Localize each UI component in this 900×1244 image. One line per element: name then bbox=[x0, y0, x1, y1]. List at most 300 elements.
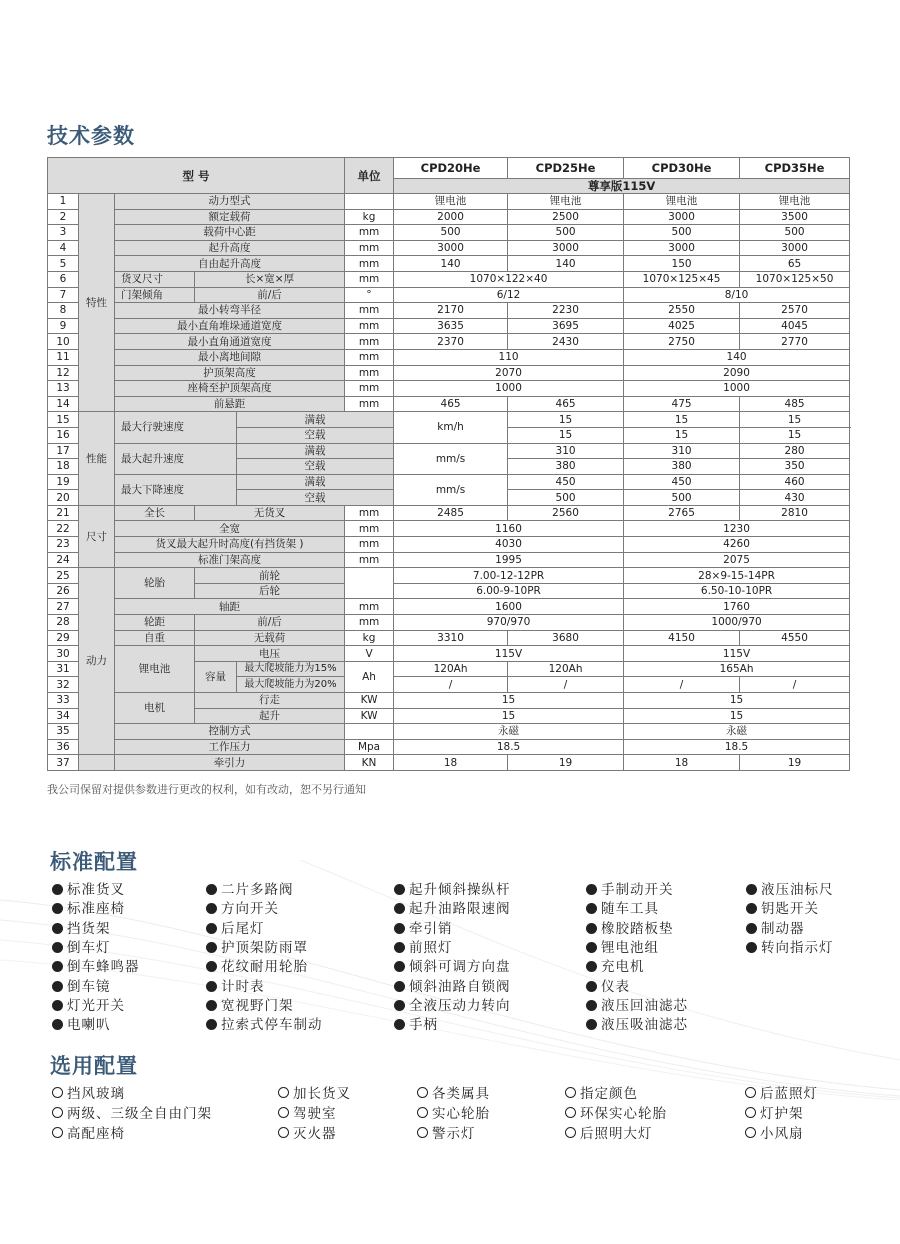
config-item-label: 计时表 bbox=[221, 978, 265, 995]
filled-bullet-icon bbox=[206, 961, 217, 972]
table-row bbox=[48, 365, 850, 381]
param-label-cell: 前悬距 bbox=[115, 396, 345, 412]
blank-cell bbox=[79, 755, 115, 771]
standard-config-item bbox=[206, 955, 308, 975]
value-cell: / bbox=[624, 677, 740, 693]
param-sublabel-cell: 空载 bbox=[237, 427, 394, 443]
value-cell: 430 bbox=[740, 490, 850, 506]
value-cell-merged: 2075 bbox=[624, 552, 850, 568]
hollow-bullet-icon bbox=[417, 1107, 428, 1118]
value-cell: 3695 bbox=[508, 318, 624, 334]
value-cell: 3000 bbox=[624, 209, 740, 225]
hollow-bullet-icon bbox=[52, 1127, 63, 1138]
config-item-label: 驾驶室 bbox=[293, 1106, 337, 1122]
value-cell: 锂电池 bbox=[508, 194, 624, 210]
param-sublabel-cell: 行走 bbox=[195, 693, 345, 709]
filled-bullet-icon bbox=[394, 903, 405, 914]
standard-config-item bbox=[206, 936, 308, 956]
standard-config-item bbox=[206, 975, 265, 995]
param-sublabel-cell: 空载 bbox=[237, 490, 394, 506]
table-row bbox=[48, 630, 850, 646]
config-item-label: 液压回油滤芯 bbox=[601, 997, 688, 1014]
table-row bbox=[48, 381, 850, 397]
config-item-label: 橡胶踏板垫 bbox=[601, 920, 674, 937]
hollow-bullet-icon bbox=[565, 1107, 576, 1118]
value-cell-merged: 15 bbox=[740, 427, 850, 443]
filled-bullet-icon bbox=[52, 884, 63, 895]
table-row bbox=[48, 693, 850, 709]
value-cell-merged: 永磁 bbox=[394, 724, 624, 740]
value-cell: 2765 bbox=[624, 505, 740, 521]
standard-config-title: 标准配置 bbox=[50, 850, 138, 874]
table-row bbox=[48, 194, 850, 210]
standard-config-item bbox=[394, 1013, 438, 1033]
value-cell: 2370 bbox=[394, 334, 508, 350]
filled-bullet-icon bbox=[206, 903, 217, 914]
param-sublabel-cell: 电压 bbox=[195, 646, 345, 662]
value-cell: 2550 bbox=[624, 303, 740, 319]
standard-config-item bbox=[586, 955, 645, 975]
row-number-cell: 14 bbox=[48, 396, 79, 412]
row-number-cell: 17 bbox=[48, 443, 79, 459]
value-cell-merged: 7.00-12-12PR bbox=[394, 568, 624, 584]
unit-cell: KW bbox=[345, 693, 394, 709]
hollow-bullet-icon bbox=[52, 1087, 63, 1098]
value-cell: 4045 bbox=[740, 318, 850, 334]
table-row bbox=[48, 474, 850, 490]
row-number-cell: 33 bbox=[48, 693, 79, 709]
filled-bullet-icon bbox=[52, 942, 63, 953]
config-item-label: 实心轮胎 bbox=[432, 1106, 490, 1122]
config-item-label: 指定颜色 bbox=[580, 1086, 638, 1102]
unit-cell: Mpa bbox=[345, 739, 394, 755]
value-cell: 280 bbox=[740, 443, 850, 459]
unit-cell: KN bbox=[345, 755, 394, 771]
optional-config-item bbox=[417, 1102, 490, 1122]
group-label-cell: 特性 bbox=[79, 194, 115, 412]
value-cell-merged: 18.5 bbox=[624, 739, 850, 755]
config-item-label: 牵引销 bbox=[409, 920, 453, 937]
unit-cell: km/h bbox=[394, 412, 508, 443]
standard-config-item bbox=[586, 975, 630, 995]
value-cell-merged: 970/970 bbox=[394, 615, 624, 631]
param-sublabel-cell: 空载 bbox=[237, 459, 394, 475]
config-item-label: 后蓝照灯 bbox=[760, 1086, 818, 1102]
filled-bullet-icon bbox=[52, 1019, 63, 1030]
config-item-label: 灯光开关 bbox=[67, 997, 125, 1014]
config-item-label: 充电机 bbox=[601, 959, 645, 976]
value-cell: 锂电池 bbox=[394, 194, 508, 210]
param-label-cell: 工作压力 bbox=[115, 739, 345, 755]
value-cell-merged: 15 bbox=[394, 693, 624, 709]
hollow-bullet-icon bbox=[417, 1127, 428, 1138]
filled-bullet-icon bbox=[52, 923, 63, 934]
param-label-cell: 全宽 bbox=[115, 521, 345, 537]
row-number-cell: 15 bbox=[48, 412, 79, 428]
table-row bbox=[48, 334, 850, 350]
header-model-cell: CPD35He bbox=[740, 158, 850, 179]
row-number-cell: 5 bbox=[48, 256, 79, 272]
table-row bbox=[48, 256, 850, 272]
value-cell: 310 bbox=[624, 443, 740, 459]
hollow-bullet-icon bbox=[745, 1127, 756, 1138]
standard-config-item bbox=[52, 975, 111, 995]
value-cell: 锂电池 bbox=[624, 194, 740, 210]
param-label-cell: 牵引力 bbox=[115, 755, 345, 771]
unit-cell: mm bbox=[345, 615, 394, 631]
table-row bbox=[48, 739, 850, 755]
optional-config-title: 选用配置 bbox=[50, 1054, 138, 1078]
value-cell: 380 bbox=[624, 459, 740, 475]
optional-config-item bbox=[278, 1122, 337, 1142]
config-item-label: 电喇叭 bbox=[67, 1017, 111, 1034]
table-row bbox=[48, 537, 850, 553]
value-cell: 450 bbox=[624, 474, 740, 490]
config-item-label: 倾斜可调方向盘 bbox=[409, 959, 511, 976]
value-cell: 500 bbox=[508, 225, 624, 241]
filled-bullet-icon bbox=[206, 923, 217, 934]
value-cell: 1070×125×50 bbox=[740, 271, 850, 287]
unit-cell: mm bbox=[345, 537, 394, 553]
value-cell-merged: 2090 bbox=[624, 365, 850, 381]
config-item-label: 手柄 bbox=[409, 1017, 438, 1034]
value-cell: 3635 bbox=[394, 318, 508, 334]
param-label-cell: 货叉尺寸 bbox=[115, 271, 195, 287]
row-number-cell: 18 bbox=[48, 459, 79, 475]
standard-config-item bbox=[746, 936, 834, 956]
config-item-label: 锂电池组 bbox=[601, 939, 659, 956]
config-item-label: 二片多路阀 bbox=[221, 882, 294, 898]
param-label-cell: 额定载荷 bbox=[115, 209, 345, 225]
hollow-bullet-icon bbox=[278, 1127, 289, 1138]
param-sublabel-cell: 无货叉 bbox=[195, 505, 345, 521]
config-item-label: 制动器 bbox=[761, 920, 805, 937]
unit-cell: mm/s bbox=[394, 474, 508, 505]
row-number-cell: 29 bbox=[48, 630, 79, 646]
table-row bbox=[48, 287, 850, 303]
unit-cell: mm bbox=[345, 225, 394, 241]
unit-cell: mm/s bbox=[394, 443, 508, 474]
value-cell: 4025 bbox=[624, 318, 740, 334]
value-cell: 500 bbox=[624, 490, 740, 506]
value-cell-merged: 115V bbox=[394, 646, 624, 662]
value-cell: 3000 bbox=[740, 240, 850, 256]
value-cell: 3000 bbox=[624, 240, 740, 256]
param-label-cell: 货叉最大起升时高度(有挡货架 ) bbox=[115, 537, 345, 553]
config-item-label: 液压油标尺 bbox=[761, 882, 834, 898]
table-row bbox=[48, 443, 850, 459]
value-cell: 120Ah bbox=[508, 661, 624, 677]
standard-config-item bbox=[394, 975, 511, 995]
table-row bbox=[48, 303, 850, 319]
value-cell: 4150 bbox=[624, 630, 740, 646]
table-header-row bbox=[48, 158, 850, 179]
param-label-cell: 门架倾角 bbox=[115, 287, 195, 303]
config-item-label: 花纹耐用轮胎 bbox=[221, 959, 308, 976]
row-number-cell: 28 bbox=[48, 615, 79, 631]
optional-config-item bbox=[565, 1102, 667, 1122]
unit-cell bbox=[345, 724, 394, 740]
header-unit-cell: 单位 bbox=[345, 158, 394, 194]
filled-bullet-icon bbox=[206, 942, 217, 953]
param-label-cell: 护顶架高度 bbox=[115, 365, 345, 381]
optional-config-item bbox=[565, 1082, 638, 1102]
hollow-bullet-icon bbox=[417, 1087, 428, 1098]
value-cell: 19 bbox=[508, 755, 624, 771]
row-number-cell: 30 bbox=[48, 646, 79, 662]
header-version-cell: 尊享版115V bbox=[394, 179, 850, 194]
standard-config-item bbox=[394, 917, 453, 937]
param-sublabel-cell: 最大爬坡能力为20% bbox=[237, 677, 345, 693]
spec-section-title: 技术参数 bbox=[47, 124, 135, 148]
value-cell: / bbox=[508, 677, 624, 693]
filled-bullet-icon bbox=[394, 1000, 405, 1011]
param-label-cell: 轮胎 bbox=[115, 568, 195, 599]
value-cell: 15 bbox=[508, 427, 624, 443]
config-item-label: 环保实心轮胎 bbox=[580, 1106, 667, 1122]
optional-config-item bbox=[565, 1122, 653, 1142]
table-row bbox=[48, 599, 850, 615]
config-item-label: 起升油路限速阀 bbox=[409, 901, 511, 918]
param-sublabel-cell: 前/后 bbox=[195, 615, 345, 631]
value-cell-merged: 2070 bbox=[394, 365, 624, 381]
optional-config-item bbox=[745, 1122, 804, 1142]
optional-config-item bbox=[278, 1082, 351, 1102]
unit-cell: mm bbox=[345, 349, 394, 365]
value-cell-merged: 110 bbox=[394, 349, 624, 365]
standard-config-item bbox=[206, 897, 279, 917]
standard-config-item bbox=[394, 878, 511, 898]
param-sublabel-cell: 长×宽×厚 bbox=[195, 271, 345, 287]
disclaimer-note: 我公司保留对提供参数进行更改的权利，如有改动，恕不另行通知 bbox=[47, 783, 366, 796]
optional-config-item bbox=[52, 1122, 125, 1142]
filled-bullet-icon bbox=[206, 1019, 217, 1030]
unit-cell: mm bbox=[345, 240, 394, 256]
standard-config-item bbox=[394, 936, 453, 956]
hollow-bullet-icon bbox=[745, 1087, 756, 1098]
group-label-cell: 动力 bbox=[79, 568, 115, 755]
param-sublabel-cell: 容量 bbox=[195, 661, 237, 692]
param-sublabel-cell: 最大爬坡能力为15% bbox=[237, 661, 345, 677]
row-number-cell: 22 bbox=[48, 521, 79, 537]
value-cell: 485 bbox=[740, 396, 850, 412]
spec-table bbox=[47, 157, 850, 771]
unit-cell: mm bbox=[345, 334, 394, 350]
value-cell: 2750 bbox=[624, 334, 740, 350]
table-row bbox=[48, 521, 850, 537]
filled-bullet-icon bbox=[394, 942, 405, 953]
value-cell: / bbox=[394, 677, 508, 693]
value-cell-merged: 165Ah bbox=[624, 661, 850, 677]
header-model-cell: CPD20He bbox=[394, 158, 508, 179]
filled-bullet-icon bbox=[394, 981, 405, 992]
row-number-cell: 11 bbox=[48, 349, 79, 365]
config-item-label: 标准座椅 bbox=[67, 901, 125, 918]
filled-bullet-icon bbox=[586, 903, 597, 914]
table-row bbox=[48, 271, 850, 287]
table-row bbox=[48, 552, 850, 568]
config-item-label: 倾斜油路自锁阀 bbox=[409, 978, 511, 995]
table-row bbox=[48, 209, 850, 225]
param-label-cell: 最小直角通道宽度 bbox=[115, 334, 345, 350]
filled-bullet-icon bbox=[394, 961, 405, 972]
value-cell: 460 bbox=[740, 474, 850, 490]
value-cell: 350 bbox=[740, 459, 850, 475]
param-label-cell: 轮距 bbox=[115, 615, 195, 631]
filled-bullet-icon bbox=[586, 1019, 597, 1030]
param-label-cell: 最小直角堆垛通道宽度 bbox=[115, 318, 345, 334]
unit-cell: mm bbox=[345, 318, 394, 334]
optional-config-item bbox=[52, 1082, 125, 1102]
value-cell-merged: 1230 bbox=[624, 521, 850, 537]
value-cell-merged: 4260 bbox=[624, 537, 850, 553]
row-number-cell: 12 bbox=[48, 365, 79, 381]
value-cell: 18 bbox=[624, 755, 740, 771]
hollow-bullet-icon bbox=[278, 1087, 289, 1098]
filled-bullet-icon bbox=[746, 884, 757, 895]
value-cell-merged: 115V bbox=[624, 646, 850, 662]
config-item-label: 倒车蜂鸣器 bbox=[67, 959, 140, 976]
unit-cell: Ah bbox=[345, 661, 394, 692]
header-type-cell: 型 号 bbox=[48, 158, 345, 194]
param-label-cell: 全长 bbox=[115, 505, 195, 521]
config-item-label: 标准货叉 bbox=[67, 882, 125, 898]
filled-bullet-icon bbox=[206, 1000, 217, 1011]
table-row bbox=[48, 505, 850, 521]
config-item-label: 后尾灯 bbox=[221, 920, 265, 937]
config-item-label: 拉索式停车制动 bbox=[221, 1017, 323, 1034]
param-sublabel-cell: 后轮 bbox=[195, 583, 345, 599]
unit-cell: mm bbox=[345, 599, 394, 615]
config-item-label: 宽视野门架 bbox=[221, 997, 294, 1014]
standard-config-item bbox=[586, 994, 688, 1014]
value-cell: 15 bbox=[508, 412, 624, 428]
value-cell: 120Ah bbox=[394, 661, 508, 677]
config-item-label: 前照灯 bbox=[409, 939, 453, 956]
optional-config-item bbox=[417, 1122, 476, 1142]
filled-bullet-icon bbox=[746, 903, 757, 914]
value-cell-merged: 28×9-15-14PR bbox=[624, 568, 850, 584]
param-sublabel-cell: 前/后 bbox=[195, 287, 345, 303]
optional-config-item bbox=[278, 1102, 337, 1122]
config-item-label: 手制动开关 bbox=[601, 882, 674, 898]
unit-cell: mm bbox=[345, 552, 394, 568]
value-cell: 2560 bbox=[508, 505, 624, 521]
row-number-cell: 1 bbox=[48, 194, 79, 210]
row-number-cell: 21 bbox=[48, 505, 79, 521]
config-item-label: 仪表 bbox=[601, 978, 630, 995]
header-model-cell: CPD30He bbox=[624, 158, 740, 179]
filled-bullet-icon bbox=[206, 981, 217, 992]
value-cell-merged: 1600 bbox=[394, 599, 624, 615]
config-item-label: 各类属具 bbox=[432, 1086, 490, 1102]
value-cell: 15 bbox=[624, 412, 740, 428]
standard-config-item bbox=[746, 878, 834, 898]
table-row bbox=[48, 349, 850, 365]
table-row bbox=[48, 318, 850, 334]
row-number-cell: 31 bbox=[48, 661, 79, 677]
value-cell: 140 bbox=[394, 256, 508, 272]
row-number-cell: 7 bbox=[48, 287, 79, 303]
filled-bullet-icon bbox=[394, 884, 405, 895]
standard-config-item bbox=[206, 878, 294, 898]
param-label-cell: 自重 bbox=[115, 630, 195, 646]
value-cell-merged: 1995 bbox=[394, 552, 624, 568]
standard-config-item bbox=[586, 1013, 688, 1033]
param-label-cell: 标准门架高度 bbox=[115, 552, 345, 568]
value-cell-merged: 4030 bbox=[394, 537, 624, 553]
standard-config-item bbox=[746, 917, 805, 937]
value-cell: 465 bbox=[394, 396, 508, 412]
value-cell: 450 bbox=[508, 474, 624, 490]
hollow-bullet-icon bbox=[565, 1127, 576, 1138]
value-cell: 锂电池 bbox=[740, 194, 850, 210]
filled-bullet-icon bbox=[206, 884, 217, 895]
optional-config-item bbox=[417, 1082, 490, 1102]
filled-bullet-icon bbox=[52, 981, 63, 992]
value-cell: 3000 bbox=[508, 240, 624, 256]
value-cell: 310 bbox=[508, 443, 624, 459]
filled-bullet-icon bbox=[586, 981, 597, 992]
table-row bbox=[48, 412, 850, 428]
row-number-cell: 25 bbox=[48, 568, 79, 584]
value-cell: 2000 bbox=[394, 209, 508, 225]
row-number-cell: 6 bbox=[48, 271, 79, 287]
value-cell: 475 bbox=[624, 396, 740, 412]
standard-config-item bbox=[52, 955, 140, 975]
value-cell: 2570 bbox=[740, 303, 850, 319]
row-number-cell: 23 bbox=[48, 537, 79, 553]
unit-cell: mm bbox=[345, 303, 394, 319]
unit-cell: mm bbox=[345, 271, 394, 287]
param-label-cell: 电机 bbox=[115, 693, 195, 724]
table-row bbox=[48, 568, 850, 584]
row-number-cell: 8 bbox=[48, 303, 79, 319]
param-sublabel-cell: 前轮 bbox=[195, 568, 345, 584]
filled-bullet-icon bbox=[394, 1019, 405, 1030]
optional-config-item bbox=[745, 1082, 818, 1102]
value-cell-merged: 1070×122×40 bbox=[394, 271, 624, 287]
row-number-cell: 10 bbox=[48, 334, 79, 350]
row-number-cell: 37 bbox=[48, 755, 79, 771]
unit-cell: V bbox=[345, 646, 394, 662]
param-sublabel-cell: 满载 bbox=[237, 443, 394, 459]
config-item-label: 液压吸油滤芯 bbox=[601, 1017, 688, 1034]
standard-config-item bbox=[206, 994, 294, 1014]
value-cell: 500 bbox=[394, 225, 508, 241]
config-item-label: 随车工具 bbox=[601, 901, 659, 918]
value-cell-merged: 1000 bbox=[394, 381, 624, 397]
param-label-cell: 座椅至护顶架高度 bbox=[115, 381, 345, 397]
filled-bullet-icon bbox=[52, 903, 63, 914]
row-number-cell: 20 bbox=[48, 490, 79, 506]
config-item-label: 后照明大灯 bbox=[580, 1126, 653, 1142]
value-cell: 65 bbox=[740, 256, 850, 272]
row-number-cell: 34 bbox=[48, 708, 79, 724]
standard-config-item bbox=[586, 878, 674, 898]
standard-config-item bbox=[52, 897, 125, 917]
value-cell-merged: 15 bbox=[624, 708, 850, 724]
standard-config-item bbox=[206, 917, 265, 937]
unit-cell: kg bbox=[345, 630, 394, 646]
optional-config-item bbox=[52, 1102, 212, 1122]
row-number-cell: 2 bbox=[48, 209, 79, 225]
value-cell: 2810 bbox=[740, 505, 850, 521]
param-label-cell: 控制方式 bbox=[115, 724, 345, 740]
config-item-label: 挡货架 bbox=[67, 920, 111, 937]
row-number-cell: 24 bbox=[48, 552, 79, 568]
config-item-label: 倒车灯 bbox=[67, 939, 111, 956]
